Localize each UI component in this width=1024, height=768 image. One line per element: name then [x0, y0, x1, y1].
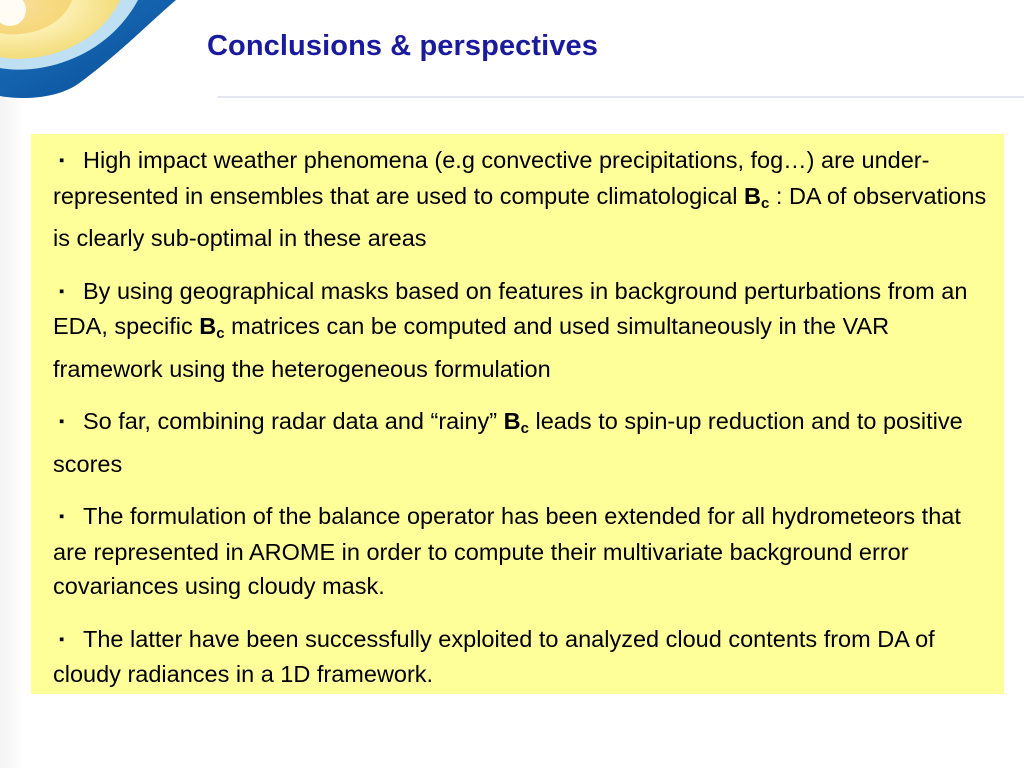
bullet-text: High impact weather phenomena (e.g convective precipitations, fog…) are under-represented in ensembles that are used to compute climatological [53, 147, 930, 209]
bullet-list [53, 143, 996, 692]
bullet-text-continued: leads to spin-up reduction and to positive scores [53, 408, 963, 477]
conclusions-box [31, 134, 1004, 694]
bullet-item [53, 622, 996, 692]
title-divider [218, 96, 1024, 98]
b-matrix-symbol: $B_c$ [503, 408, 529, 437]
square-bullet-icon: ▪ [59, 508, 65, 525]
bullet-text-continued: matrices can be computed and used simultaneously in the VAR framework using the heterogeneous formulation [53, 313, 890, 382]
bullet-text-continued: : DA of observations is clearly sub-optimal in these areas [53, 182, 987, 251]
square-bullet-icon: ▪ [59, 282, 65, 300]
bullet-text: By using geographical masks based on features in background perturbations from an EDA, specific [53, 277, 968, 339]
square-bullet-icon: ▪ [59, 413, 65, 430]
bullet-item [53, 143, 996, 256]
bullet-item [53, 274, 996, 387]
b-matrix-symbol: $B_c$ [744, 182, 770, 212]
bullet-item [53, 499, 996, 604]
bullet-text: The latter have been successfully exploited to analyzed cloud contents from DA of cloudy radiances in a 1D framework. [53, 625, 935, 687]
slide-title: Conclusions & perspectives [207, 30, 598, 62]
square-bullet-icon: ▪ [59, 152, 65, 169]
bullet-text: So far, combining radar data and “rainy” [83, 408, 504, 434]
sun-globe-logo [0, 0, 200, 100]
square-bullet-icon: ▪ [59, 630, 65, 648]
bullet-text: The formulation of the balance operator has been extended for all hydrometeors that are represented in AROME in order to compute their multivariate background error covariances using cloudy mask. [53, 503, 961, 599]
left-edge-shade [0, 0, 24, 768]
bullet-item [53, 404, 996, 481]
b-matrix-symbol: $B_c$ [199, 313, 225, 342]
